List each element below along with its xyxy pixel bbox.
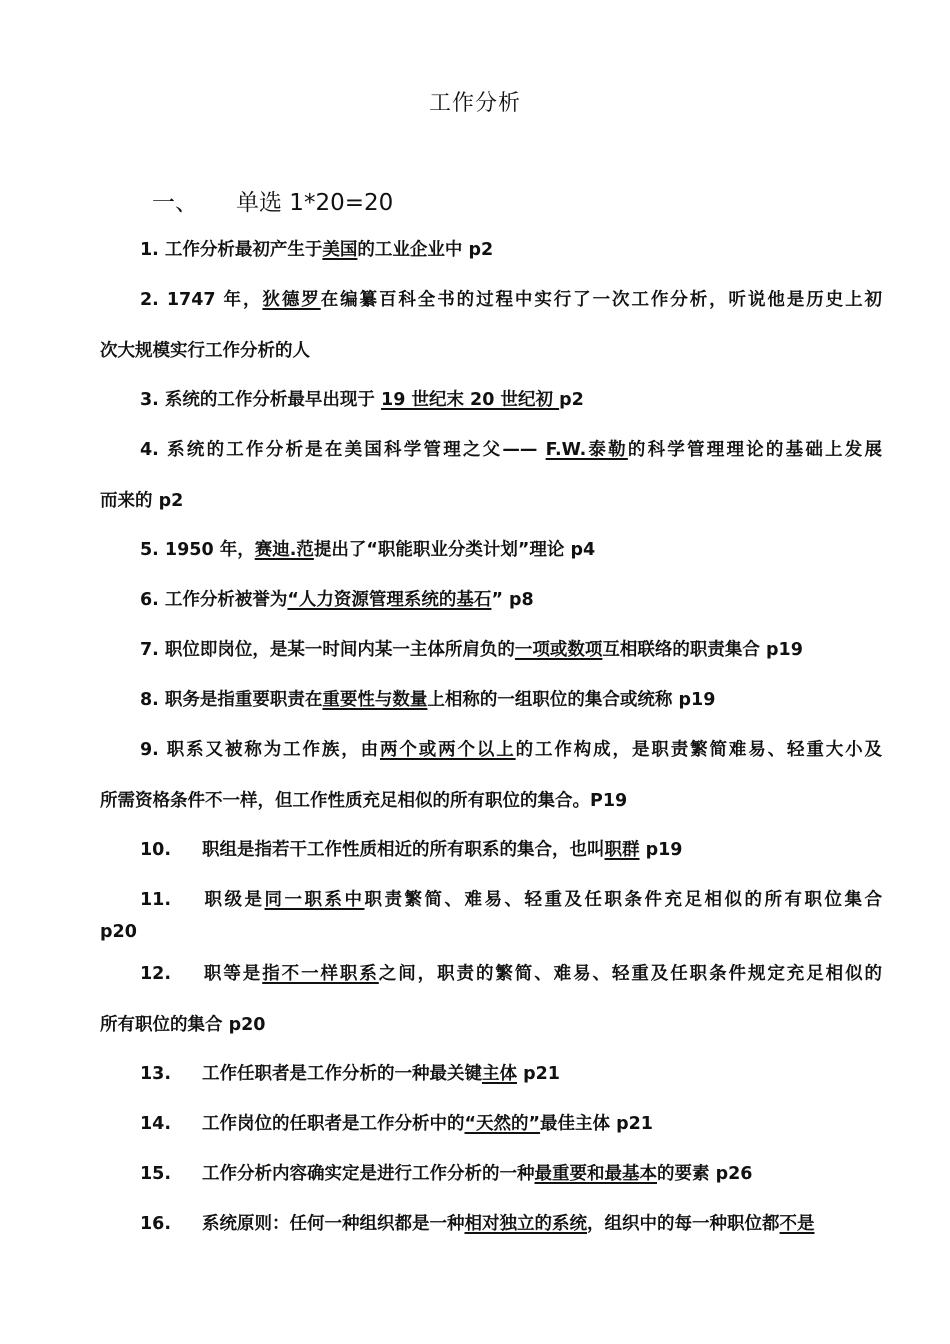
underlined-text: 一项或数项 [514,640,603,660]
text-segment: 1. 工作分析最初产生于 [140,240,323,260]
text-segment: 职组是指若干工作性质相近的所有职系的集合，也叫 [202,840,605,860]
question-item [100,386,882,411]
question-number: 15. [140,1164,172,1184]
question-line [100,1060,882,1085]
question-line [100,736,882,761]
text-segment: p21 [517,1064,560,1084]
question-number: 11. [140,890,172,910]
text-segment: 次大规模实行工作分析的人 [100,341,310,361]
question-line [100,686,882,711]
underlined-text: 主体 [482,1064,517,1084]
question-continuation-line [100,922,882,942]
question-line [100,286,882,311]
question-item [100,636,882,661]
question-item [100,736,882,812]
question-item [100,236,882,261]
question-number: 14. [140,1114,172,1134]
text-segment: 7. 职位即岗位，是某一时间内某一主体所肩负的 [140,640,515,660]
underlined-text: 不是 [779,1214,815,1234]
text-segment: p19 [639,840,683,860]
question-line [100,586,882,611]
text-segment: 工作岗位的任职者是工作分析中的 [202,1114,465,1134]
underlined-text: 最重要和最基本 [534,1164,657,1184]
text-segment: 3. 系统的工作分析最早出现于 [140,390,382,410]
document-title: 工作分析 [428,91,521,116]
underlined-text: “天然的” [464,1114,541,1134]
question-item [100,686,882,711]
question-item [100,536,882,561]
question-item [100,436,882,512]
text-segment: 的工业企业中 p2 [357,240,494,260]
underlined-text: 指不一样职系 [262,964,379,984]
text-segment: ，组织中的每一种职位都 [587,1214,780,1234]
question-item [100,586,882,611]
question-number: 16. [140,1214,172,1234]
text-segment: 5. 1950 年， [140,540,255,560]
question-continuation-line [100,487,882,512]
underlined-text: 狄德罗 [262,290,321,310]
question-item [100,1110,882,1135]
text-segment: 2. 1747 年， [140,290,263,310]
question-line [100,236,882,261]
question-line [100,636,882,661]
text-segment: p20 [100,922,137,942]
section-label: 单选 1*20=20 [236,190,394,216]
underlined-text: 相对独立的系统 [464,1214,587,1234]
text-segment: 上相称的一组职位的集合或统称 p19 [427,690,716,710]
question-item [100,1160,882,1185]
text-segment: p2 [559,390,584,410]
question-line [100,1210,882,1235]
question-number: 10. [140,840,172,860]
underlined-text: 重要性与数量 [322,690,428,710]
question-line [100,536,882,561]
text-segment: 6. 工作分析被誉为 [140,590,288,610]
text-segment: 9. 职系又被称为工作族，由 [140,740,380,760]
question-line [100,1110,882,1135]
question-line [100,1160,882,1185]
underlined-text: 职群 [604,840,640,860]
question-item [100,1210,882,1235]
underlined-text: 19 世纪末 20 世纪初 [381,390,560,410]
text-segment: 所有职位的集合 p20 [100,1015,266,1035]
text-segment: 互相联络的职责集合 p19 [602,640,803,660]
underlined-text: 赛迪.范 [254,540,314,560]
underlined-text: F.W.泰勒 [545,440,628,460]
text-segment: 而来的 p2 [100,491,184,511]
question-number: 13. [140,1064,172,1084]
text-segment: 在编纂百科全书的过程中实行了一次工作分析，听说他是历史上初 [320,290,883,310]
text-segment: ” p8 [491,590,534,610]
question-item [100,960,882,1036]
question-line [100,436,882,461]
question-item [100,836,882,861]
question-line [100,836,882,861]
text-segment: 职级是 [202,890,265,910]
question-continuation-line [100,1011,882,1036]
underlined-text: 美国 [322,240,358,260]
text-segment: 之间，职责的繁简、难易、轻重及任职条件规定充足相似的 [378,964,883,984]
text-segment: 的科学管理理论的基础上发展 [627,440,882,460]
question-line [100,960,882,985]
question-item [100,286,882,362]
text-segment: 4. 系统的工作分析是在美国科学管理之父—— [140,440,546,460]
question-line [100,886,882,911]
section-heading [152,184,393,217]
question-line [100,386,882,411]
underlined-text: “人力资源管理系统的基石 [287,590,492,610]
question-number: 12. [140,964,172,984]
text-segment: 工作任职者是工作分析的一种最关键 [202,1064,482,1084]
text-segment: 工作分析内容确实定是进行工作分析的一种 [202,1164,535,1184]
text-segment: 所需资格条件不一样，但工作性质充足相似的所有职位的集合。P19 [100,791,628,811]
question-continuation-line [100,787,882,812]
question-continuation-line [100,337,882,362]
question-item [100,886,882,942]
question-item [100,1060,882,1085]
text-segment: 最佳主体 p21 [540,1114,653,1134]
text-segment: 系统原则：任何一种组织都是一种 [202,1214,465,1234]
section-number: 一、 [152,190,198,216]
text-segment: 职等是 [202,964,263,984]
text-segment: 的工作构成，是职责繁简难易、轻重大小及 [515,740,883,760]
text-segment: 提出了“职能职业分类计划”理论 p4 [313,540,596,560]
text-segment: 的要素 p26 [657,1164,753,1184]
underlined-text: 两个或两个以上 [379,740,516,760]
text-segment: 职责繁简、难易、轻重及任职条件充足相似的所有职位集合 [364,890,882,910]
text-segment: 8. 职务是指重要职责在 [140,690,323,710]
underlined-text: 同一职系中 [264,890,365,910]
